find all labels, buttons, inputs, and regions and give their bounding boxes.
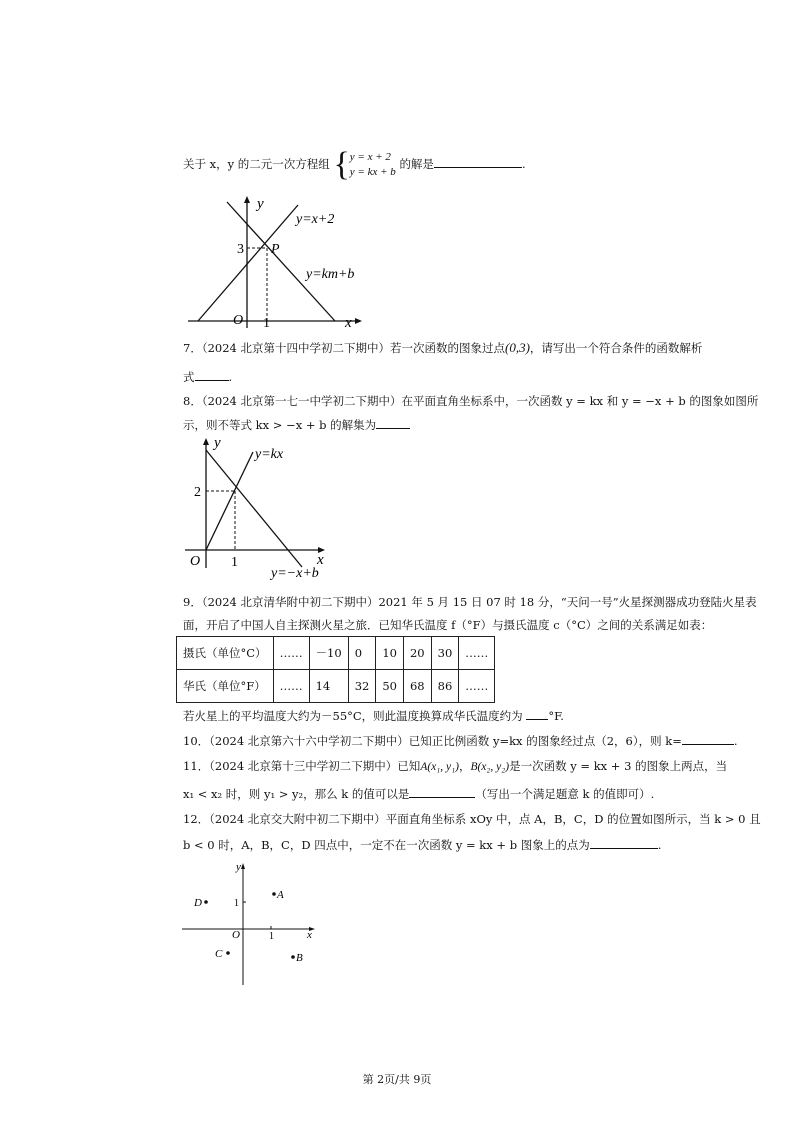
- point-C-dot: [226, 951, 230, 955]
- temperature-table: [176, 636, 495, 703]
- tick-y-3: 3: [237, 242, 244, 257]
- x-label: x: [345, 315, 352, 330]
- y-arrow-icon: [203, 438, 209, 445]
- q10-text-a: 10．（2024 北京第六十六中学初二下期中）已知正比例函数 y=kx 的图象经过点（2，6），则 k=: [183, 734, 682, 748]
- q11-text-b: 是一次函数 y = kx + 3 的图象上两点，当: [509, 759, 728, 773]
- tick-x-1: 1: [263, 316, 270, 330]
- tick-x-1: 1: [231, 555, 238, 570]
- table-cell: 0: [348, 637, 376, 670]
- line2-label: y=−x+b: [271, 566, 319, 581]
- y-arrow-icon: [244, 196, 250, 203]
- q11-text-d: （写出一个满足题意 k 的值即可）.: [475, 787, 655, 801]
- q7-point: (0,3): [505, 340, 530, 355]
- q6-text: [183, 146, 526, 183]
- answer-blank[interactable]: [376, 416, 410, 429]
- y-label: y: [257, 196, 264, 212]
- answer-blank[interactable]: [195, 368, 229, 381]
- q8-text-a: 示，则不等式 kx > −x + b 的解集为: [183, 418, 377, 432]
- table-cell: 68: [403, 670, 431, 703]
- table-cell: 14: [309, 670, 348, 703]
- q6-tail: 的解是: [399, 157, 434, 171]
- line-y-kx: [206, 452, 253, 550]
- answer-blank[interactable]: [526, 707, 548, 720]
- answer-blank[interactable]: [434, 155, 522, 168]
- x-label: x: [317, 552, 324, 568]
- q9-after-b: °F.: [548, 709, 564, 723]
- x-arrow-icon: [355, 318, 362, 324]
- q8-line1: 8．（2024 北京第一七一中学初二下期中）在平面直角坐标系中，一次函数 y = kx 和 y = −x + b 的图象如图所: [183, 394, 759, 408]
- q10-text-b: .: [733, 734, 738, 748]
- table-cell: 摄氏（单位°C）: [177, 637, 274, 670]
- equation-1: y = x + 2: [349, 151, 391, 163]
- q11-sep: ，: [458, 759, 471, 773]
- point-C-label: C: [215, 948, 223, 960]
- answer-blank[interactable]: [682, 732, 734, 745]
- q6-graph: [180, 190, 370, 330]
- q11-text-c: x₁ < x₂ 时，则 y₁ > y₂，那么 k 的值可以是: [183, 787, 410, 801]
- q11-text-a: 11．（2024 北京第十三中学初二下期中）已知: [183, 759, 421, 773]
- table-row: [177, 670, 495, 703]
- q11-line1: [183, 758, 727, 774]
- table-cell: 华氏（单位°F）: [177, 670, 274, 703]
- point-D-dot: [204, 900, 208, 904]
- tick-x-1: 1: [269, 931, 274, 942]
- q9-after-a: 若火星上的平均温度大约为－55°C，则此温度换算成华氏温度约为: [183, 709, 523, 723]
- table-cell: －10: [309, 637, 348, 670]
- table-cell: 32: [348, 670, 376, 703]
- y-label: y: [214, 435, 221, 451]
- q7-text-d: .: [228, 370, 233, 384]
- point-P-label: P: [271, 242, 280, 257]
- line1-label: y=kx: [255, 447, 284, 462]
- q9-line2: 面，开启了中国人自主探测火星之旅．已知华氏温度 f（°F）与摄氏温度 c（°C）之间的关系满足如表：: [183, 618, 713, 632]
- table-cell: ……: [459, 670, 495, 703]
- equation-system: [350, 150, 396, 180]
- q7-text-c: 式: [183, 370, 195, 384]
- system-brace: {: [333, 146, 350, 183]
- tick-y-1: 1: [234, 898, 239, 909]
- table-cell: 10: [376, 637, 404, 670]
- q12-graph: [178, 858, 323, 988]
- equation-2: y = kx + b: [349, 166, 396, 178]
- point-B-label: B: [296, 952, 303, 964]
- q9-after: [183, 707, 564, 724]
- q7-line1: [183, 340, 702, 356]
- point-B-dot: [291, 955, 295, 959]
- y-label: y: [236, 861, 241, 873]
- y-arrow-icon: [241, 863, 245, 869]
- point-A: A(x₁, y₁): [420, 761, 459, 773]
- q10-line: [183, 732, 738, 749]
- page-footer: 第 2页/共 9页: [362, 1073, 432, 1086]
- q8-line2: [183, 416, 410, 433]
- table-row: [177, 637, 495, 670]
- q12-line2: [183, 836, 661, 853]
- point-A-label: A: [277, 889, 284, 901]
- q11-line2: [183, 785, 654, 802]
- point-D-label: D: [194, 897, 202, 909]
- point-A-dot: [272, 892, 276, 896]
- line2-label: y=km+b: [306, 267, 355, 282]
- table-cell: ……: [459, 637, 495, 670]
- point-B: B(x₂, y₂): [470, 761, 510, 773]
- table-cell: 50: [376, 670, 404, 703]
- answer-blank[interactable]: [590, 836, 658, 849]
- q7-text-b: ，请写出一个符合条件的函数解析: [529, 341, 703, 355]
- q9-line1: 9．（2024 北京清华附中初二下期中）2021 年 5 月 15 日 07 时 18 分，“天问一号”火星探测器成功登陆火星表: [183, 595, 757, 609]
- table-cell: ……: [273, 637, 309, 670]
- q12-text-b: .: [657, 838, 662, 852]
- tick-y-2: 2: [194, 485, 201, 500]
- x-label: x: [307, 929, 312, 941]
- line1-label: y=x+2: [296, 212, 335, 227]
- table-cell: 30: [431, 637, 459, 670]
- q12-text-a: b < 0 时，A，B，C，D 四点中，一定不在一次函数 y = kx + b 图象上的点为: [183, 838, 590, 852]
- origin-label: O: [232, 929, 240, 941]
- q12-line1: 12．（2024 北京交大附中初二下期中）平面直角坐标系 xOy 中，点 A，B，C，D 的位置如图所示，当 k > 0 且: [183, 812, 761, 826]
- q7-text-a: 7．（2024 北京第十四中学初二下期中）若一次函数的图象过点: [183, 341, 505, 355]
- q7-line2: [183, 368, 232, 385]
- q6-lead: 关于 x，y 的二元一次方程组: [183, 157, 330, 171]
- origin-label: O: [233, 313, 244, 328]
- table-cell: ……: [273, 670, 309, 703]
- answer-blank[interactable]: [409, 785, 475, 798]
- q8-graph: [180, 432, 330, 582]
- q6-end: .: [521, 157, 526, 171]
- table-cell: 20: [403, 637, 431, 670]
- table-cell: 86: [431, 670, 459, 703]
- origin-label: O: [190, 554, 201, 569]
